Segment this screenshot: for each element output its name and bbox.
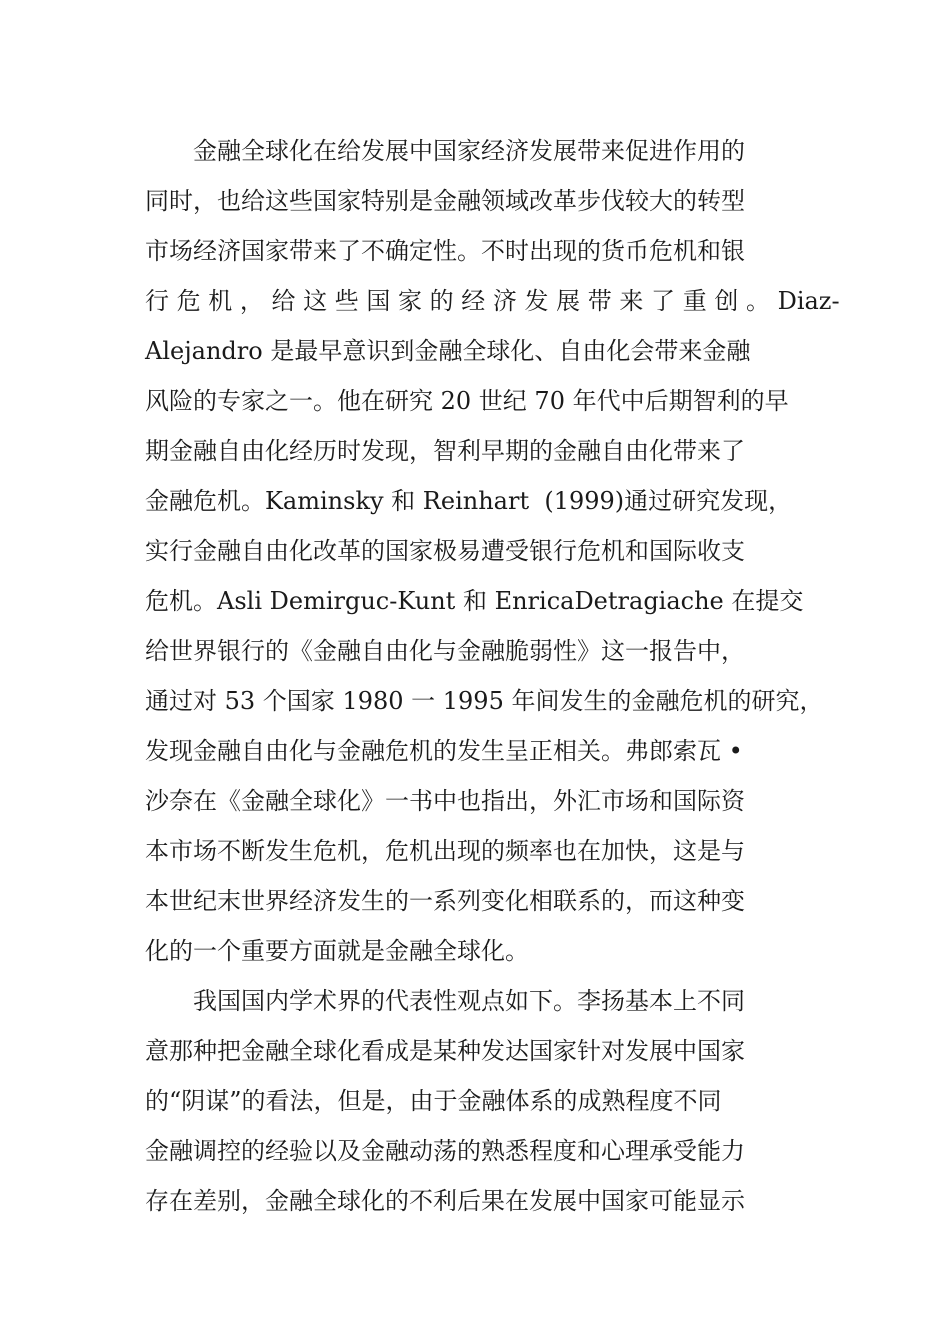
text-line: 风险的专家之一。他在研究 20 世纪 70 年代中后期智利的早	[145, 387, 789, 415]
text-line: 同时，也给这些国家特别是金融领域改革步伐较大的转型	[145, 187, 745, 215]
text-line: 化的一个重要方面就是金融全球化。	[145, 937, 529, 965]
text-line: 我国国内学术界的代表性观点如下。李扬基本上不同	[193, 987, 745, 1015]
text-line: 期金融自由化经历时发现，智利早期的金融自由化带来了	[145, 437, 745, 465]
text-line: 行 危 机 ， 给 这 些 国 家 的 经 济 发 展 带 来 了 重 创 。 Diaz-	[145, 287, 840, 315]
text-line: 本市场不断发生危机，危机出现的频率也在加快，这是与	[145, 837, 745, 865]
text-line: 通过对 53 个国家 1980 一 1995 年间发生的金融危机的研究，	[145, 687, 824, 715]
text-line: 金融危机。Kaminsky 和 Reinhart (1999)通过研究发现，	[145, 487, 793, 515]
text-line: 危机。Asli Demirguc-Kunt 和 EnricaDetragiache 在提交	[145, 587, 804, 615]
text-line: 存在差别，金融全球化的不利后果在发展中国家可能显示	[145, 1187, 745, 1215]
text-line: 沙奈在《金融全球化》一书中也指出，外汇市场和国际资	[145, 787, 745, 815]
text-line: 发现金融自由化与金融危机的发生呈正相关。弗郎索瓦 •	[145, 737, 743, 765]
text-line: 的“阴谋”的看法，但是，由于金融体系的成熟程度不同	[145, 1087, 722, 1115]
text-line: 意那种把金融全球化看成是某种发达国家针对发展中国家	[145, 1037, 745, 1065]
text-line: 市场经济国家带来了不确定性。不时出现的货币危机和银	[145, 237, 745, 265]
text-line: 给世界银行的《金融自由化与金融脆弱性》这一报告中，	[145, 637, 745, 665]
text-line: 实行金融自由化改革的国家极易遭受银行危机和国际收支	[145, 537, 745, 565]
text-line: Alejandro 是最早意识到金融全球化、自由化会带来金融	[145, 337, 751, 365]
text-line: 本世纪末世界经济发生的一系列变化相联系的，而这种变	[145, 887, 745, 915]
text-line: 金融调控的经验以及金融动荡的熟悉程度和心理承受能力	[145, 1137, 745, 1165]
text-line: 金融全球化在给发展中国家经济发展带来促进作用的	[193, 137, 745, 165]
